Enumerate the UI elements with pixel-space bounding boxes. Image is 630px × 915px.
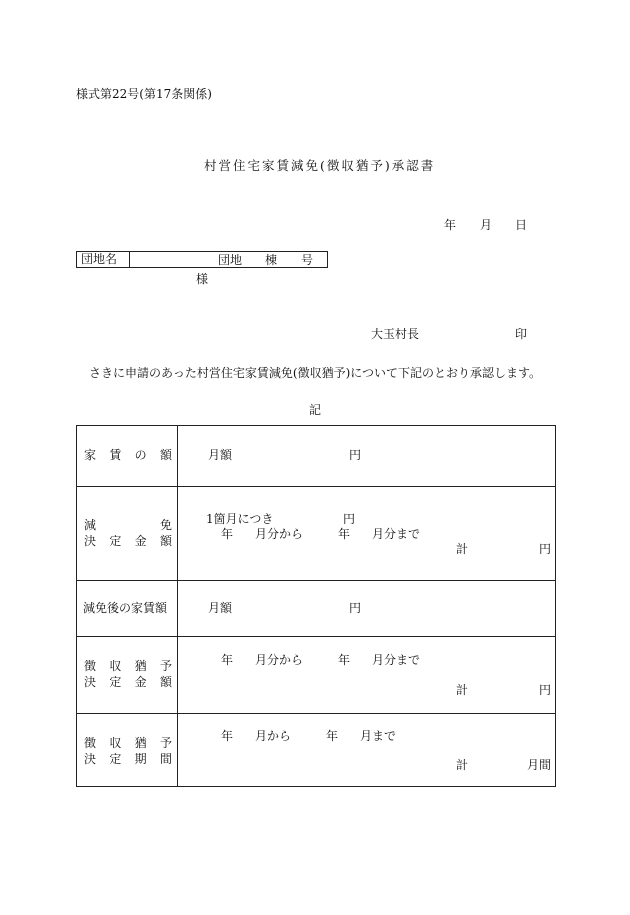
deferral-period-label-line1: 徴 収 猶 予 <box>84 736 172 750</box>
reduction-to-year: 年 <box>338 527 351 541</box>
reduction-label-cell <box>77 487 178 580</box>
deferral-period-total-unit: 月間 <box>527 758 552 772</box>
table-row-deferral-period <box>77 714 555 786</box>
issuer-name: 大玉村長 <box>371 327 420 341</box>
rent-monthly-label: 月額 <box>208 448 233 462</box>
rent-label: 家 賃 の 額 <box>84 448 172 462</box>
deferral-period-from-month: 月から <box>255 729 292 743</box>
reduction-label-line2: 決 定 金 額 <box>84 534 172 548</box>
deferral-amount-from-year: 年 <box>221 653 234 667</box>
rent-label-cell <box>77 426 178 486</box>
deferral-amount-total-unit: 円 <box>539 683 552 697</box>
deferral-amount-to-month: 月分まで <box>372 653 421 667</box>
after-yen-label: 円 <box>349 601 362 615</box>
danchi-label: 団地名 <box>77 252 130 267</box>
danchi-suffix: 団地 <box>218 253 243 267</box>
date-month-label: 月 <box>480 218 493 232</box>
after-label-cell <box>77 581 178 636</box>
deferral-amount-label-line2: 決 定 金 額 <box>84 675 172 689</box>
reduction-per-month-label: 1箇月につき <box>206 512 274 526</box>
deferral-period-from-year: 年 <box>221 729 234 743</box>
document-title: 村営住宅家賃減免(徴収猶予)承認書 <box>204 158 436 173</box>
reduction-total-label: 計 <box>456 542 469 556</box>
date-day-label: 日 <box>515 218 528 232</box>
danchi-box <box>76 251 328 268</box>
deferral-amount-to-year: 年 <box>338 653 351 667</box>
date-year-label: 年 <box>444 218 457 232</box>
deferral-period-label-cell <box>77 714 178 786</box>
deferral-period-to-year: 年 <box>326 729 339 743</box>
room-suffix: 号 <box>301 253 314 267</box>
approval-table <box>76 425 556 787</box>
sama-label: 様 <box>196 272 209 286</box>
reduction-yen-label: 円 <box>343 512 356 526</box>
table-row-reduction <box>77 487 555 581</box>
deferral-amount-from-month: 月分から <box>255 653 304 667</box>
ki-label: 記 <box>309 403 322 417</box>
deferral-amount-label-cell <box>77 637 178 713</box>
deferral-period-to-month: 月まで <box>360 729 397 743</box>
deferral-period-label-line2: 決 定 期 間 <box>84 752 172 766</box>
after-monthly-label: 月額 <box>208 601 233 615</box>
deferral-amount-label-line1: 徴 収 猶 予 <box>84 659 172 673</box>
table-row-deferral-amount <box>77 637 555 714</box>
form-number: 様式第22号(第17条関係) <box>76 87 212 101</box>
rent-yen-label: 円 <box>349 448 362 462</box>
after-reduction-label: 減免後の家賃額 <box>83 601 168 615</box>
body-text: さきに申請のあった村営住宅家賃減免(徴収猶予)について下記のとおり承認します。 <box>89 366 542 380</box>
table-row-rent <box>77 426 555 487</box>
building-suffix: 棟 <box>265 253 278 267</box>
reduction-label-line1: 減 免 <box>84 518 172 532</box>
deferral-amount-total-label: 計 <box>456 683 469 697</box>
reduction-to-month: 月分まで <box>372 527 421 541</box>
table-row-after-reduction <box>77 581 555 637</box>
reduction-from-year: 年 <box>221 527 234 541</box>
reduction-total-unit: 円 <box>539 542 552 556</box>
reduction-from-month: 月分から <box>255 527 304 541</box>
seal-mark: 印 <box>515 327 528 341</box>
deferral-period-total-label: 計 <box>456 758 469 772</box>
danchi-value <box>130 252 327 267</box>
